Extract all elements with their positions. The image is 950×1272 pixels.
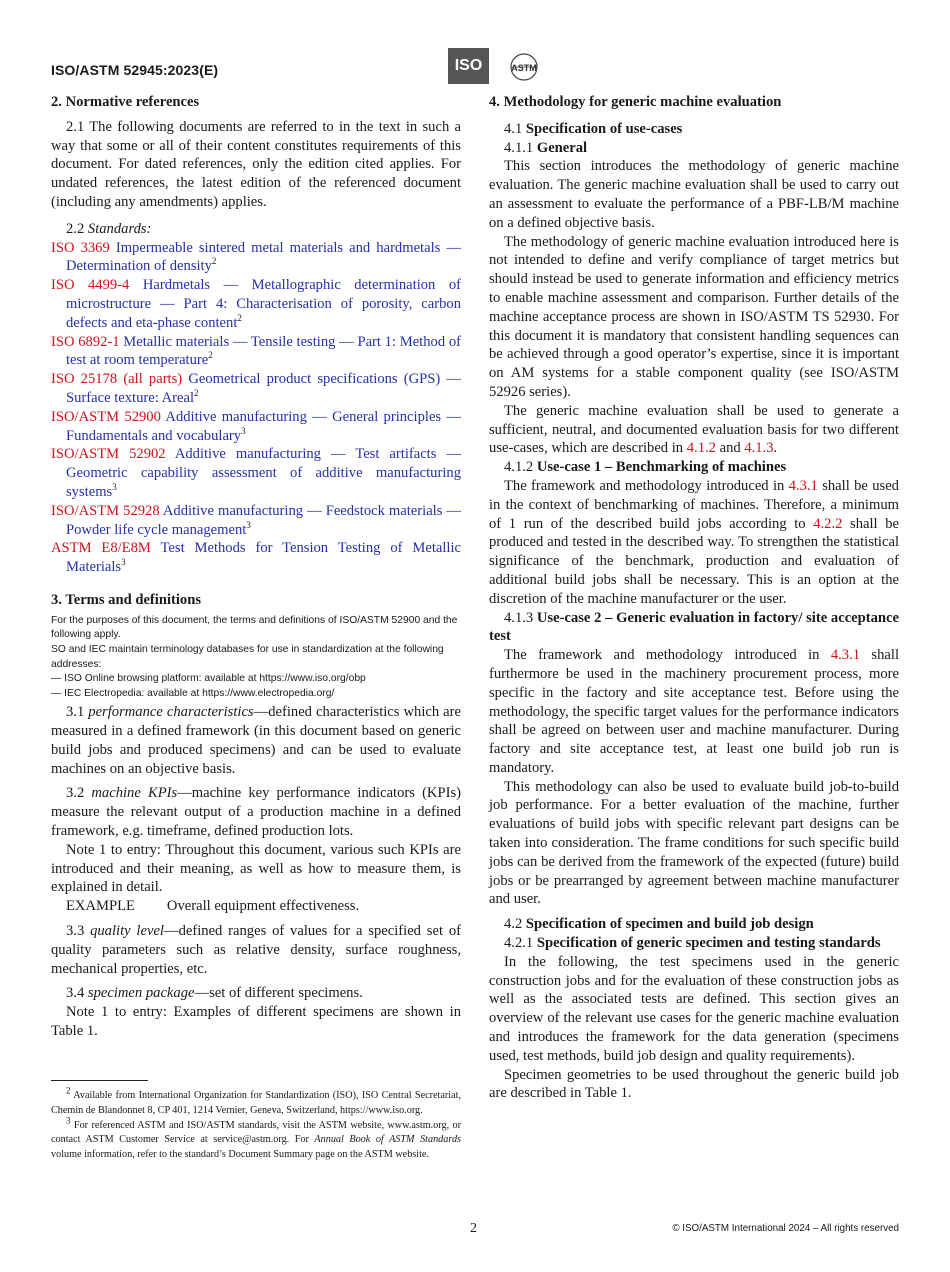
term-definition: —set of different specimens. <box>194 985 363 1002</box>
term-name: performance characteristics <box>88 704 254 721</box>
clause-link-4-2-2[interactable]: 4.2.2 <box>813 515 843 532</box>
term-3-4-note: Note 1 to entry: Examples of different specimens are shown in Table 1. <box>51 1004 461 1040</box>
astm-logo-text: ASTM <box>511 63 537 73</box>
reference-item <box>51 408 461 446</box>
astm-logo <box>505 50 543 84</box>
paragraph-text: shall be produced and tested in the described way. To strengthen the statistical significance of the benchmark, production and evaluation of additional build jobs shall be necessary. This is an option at the discretion of the machine manufacturer or the user. <box>489 515 899 607</box>
terms-intro-iso-obp: — ISO Online browsing platform: available at https://www.iso.org/obp <box>51 673 366 685</box>
paragraph-text: The framework and methodology introduced in <box>504 647 831 664</box>
section-3-title: 3. Terms and definitions <box>51 591 202 608</box>
paragraph-4-2-1-a: In the following, the test specimens used in the generic construction jobs and for the evaluation of these construction jobs as well as the associated tests are defined. This section gives an overview of the relevant use cases for the generic machine evaluation and introduces the framework for the data generation (specimens used, test methods, build job design and quality requirements). <box>489 953 899 1064</box>
clause-4-2-1-heading <box>489 934 899 953</box>
left-column <box>51 93 461 1041</box>
term-3-2 <box>51 784 461 840</box>
section-2-title: 2. Normative references <box>51 94 200 110</box>
reference-title-link[interactable]: Additive manufacturing — General principles — Fundamentals and vocabulary <box>66 408 461 444</box>
footnote-mark: 2 <box>211 256 217 267</box>
term-3-4 <box>51 984 461 1003</box>
reference-item <box>51 539 461 577</box>
clause-title: Use-case 1 – Benchmarking of machines <box>536 459 787 476</box>
clause-link-4-1-3[interactable]: 4.1.3 <box>744 440 774 457</box>
reference-item <box>51 502 461 540</box>
paragraph-4-1-3-a <box>489 646 899 778</box>
clause-4-1-3-heading <box>489 609 899 647</box>
reference-code-link[interactable]: ISO 6892-1 <box>51 333 120 350</box>
clause-number: 4.1.2 <box>504 459 534 476</box>
term-number: 3.1 <box>66 704 85 721</box>
clause-2-2-label: Standards: <box>87 220 152 237</box>
clause-number: 4.2.1 <box>504 935 534 952</box>
reference-item <box>51 333 461 371</box>
paragraph-4-2-1-b: Specimen geometries to be used throughout the generic build job are described in Table 1. <box>489 1066 899 1102</box>
paragraph-text: shall furthermore be used in the machinery procurement process, more specific in the factory and site acceptance test. Before using the methodology, the specific target values for the performance indicators shall be agreed on between user and machine manufacturer. During factory and site acceptance test, at least one build job run is mandatory. <box>489 647 899 776</box>
section-4-title: 4. Methodology for generic machine evaluation <box>489 94 782 110</box>
reference-code-link[interactable]: ISO 25178 (all parts) <box>51 371 183 388</box>
clause-title: Specification of generic specimen and testing standards <box>536 935 881 952</box>
footnotes <box>51 1080 461 1163</box>
reference-title-link[interactable]: Metallic materials — Tensile testing — Part 1: Method of test at room temperature <box>66 333 461 369</box>
paragraph-text: and <box>715 440 745 457</box>
standards-list <box>51 239 461 577</box>
clause-link-4-3-1[interactable]: 4.3.1 <box>788 477 818 494</box>
term-3-2-example <box>51 897 461 916</box>
term-definition: —defined characteristics which are measured in a defined framework (in this document based on generic build jobs and produced specimens) and can be used to evaluate machines on an objective basis. <box>51 704 461 777</box>
reference-title-link[interactable]: Impermeable sintered metal materials and hardmetals — Determination of density <box>66 239 461 275</box>
reference-item <box>51 276 461 332</box>
terms-intro-iec: — IEC Electropedia: available at https://www.electropedia.org/ <box>51 687 335 699</box>
clause-title: Specification of specimen and build job design <box>525 916 814 933</box>
footnote-mark: 2 <box>237 312 242 323</box>
reference-title-link[interactable]: Geometrical product specifications (GPS) — Surface texture: Areal <box>66 371 461 406</box>
reference-code-link[interactable]: ISO/ASTM 52900 <box>51 408 161 425</box>
footnote-2-mark: 2 <box>66 1085 71 1096</box>
reference-code-link[interactable]: ISO/ASTM 52902 <box>51 446 166 463</box>
copyright-notice: © ISO/ASTM International 2024 – All rights reserved <box>672 1223 899 1234</box>
reference-title-link[interactable]: Test Methods for Tension Testing of Metallic Materials <box>66 540 461 576</box>
footnote-divider <box>51 1080 148 1081</box>
right-column <box>489 93 899 1103</box>
footnote-3-text-end: volume information, refer to the standard’s Document Summary page on the ASTM website. <box>51 1149 429 1161</box>
document-identifier: ISO/ASTM 52945:2023(E) <box>51 62 219 78</box>
page-number: 2 <box>470 1221 477 1236</box>
paragraph-4-1-1-b: The methodology of generic machine evaluation introduced here is not intended to define and verify compliance of target metrics but should instead be used to generate information and efficiency metrics to enable machine assessment and comparison. Further details of the machine acceptance process are shown in ISO/ASTM TS 52930. For this document it is mandatory that consistent handling sequences can be achieved through a good operator’s expertise, since it is important on AM systems for a stable component quality (see ISO/ASTM 52926 series). <box>489 233 899 400</box>
clause-2-2 <box>51 220 461 239</box>
paragraph-text: The framework and methodology introduced in <box>504 477 789 494</box>
footnote-mark: 3 <box>112 482 117 493</box>
paragraph-text: shall be used in the context of benchmarking of machines. Therefore, a minimum of 1 run of the described build jobs according to <box>489 477 899 532</box>
footnote-mark: 3 <box>241 425 246 436</box>
paragraph-4-1-2 <box>489 477 899 609</box>
clause-title: Specification of use-cases <box>525 120 683 137</box>
clause-title: General <box>536 139 588 156</box>
reference-title-link[interactable]: Hardmetals — Metallographic determination of microstructure — Part 4: Characterisation of porosity, carbon defects and eta-phase content <box>66 277 461 331</box>
example-text: Overall equipment effectiveness. <box>166 898 360 915</box>
clause-4-1-heading <box>489 120 899 139</box>
clause-link-4-1-2[interactable]: 4.1.2 <box>686 440 716 457</box>
term-name: specimen package <box>87 985 195 1002</box>
paragraph-text: The generic machine evaluation shall be used to generate a sufficient, neutral, and documented evaluation basis for two different use-cases, which are described in <box>489 402 899 457</box>
footnote-2-text: Available from International Organization for Standardization (ISO), ISO Central Secretariat, Chemin de Blandonnet 8, CP 401, 1214 Vernier, Geneva, Switzerland, https://www.iso.org. <box>51 1090 461 1116</box>
footnote-mark: 3 <box>121 557 126 568</box>
paragraph-4-1-1-a: This section introduces the methodology of generic machine evaluation. The generic machine evaluation shall be used to carry out an assessment to evaluate the performance of a PBF-LB/M machine on a defined objective basis. <box>489 158 899 231</box>
reference-code-link[interactable]: ISO 3369 <box>51 239 110 256</box>
reference-item <box>51 370 461 408</box>
term-number: 3.3 <box>66 923 85 940</box>
iso-logo: ISO <box>448 48 489 84</box>
paragraph-4-1-1-c <box>489 402 899 458</box>
reference-code-link[interactable]: ASTM E8/E8M <box>51 540 151 557</box>
footnote-3 <box>51 1115 462 1163</box>
clause-number: 4.2 <box>504 916 523 933</box>
paragraph-4-1-3-b: This methodology can also be used to evaluate build job-to-build job performance. For a better evaluation of the machine, further evaluations of build jobs with specific relevant part designs can be taken into consideration. The frame conditions for such specific build jobs can be derived from the framework of the expected (future) build jobs or be prearranged by agreement between machine manufacturer and user. <box>489 778 899 908</box>
clause-4-1-2-heading <box>489 458 899 477</box>
clause-link-4-3-1[interactable]: 4.3.1 <box>830 647 861 664</box>
term-name: machine KPIs <box>91 785 178 802</box>
footnote-3-mark: 3 <box>66 1115 71 1126</box>
clause-4-1-1-heading <box>489 139 899 158</box>
paragraph-text: . <box>773 440 778 457</box>
reference-item <box>51 239 461 277</box>
term-number: 3.2 <box>66 785 85 802</box>
clause-2-1: 2.1 The following documents are referred to in the text in such a way that some or all of their content constitutes requirements of this document. For dated references, only the edition cited applies. For undated references, the latest edition of the referenced document (including any amendments) applies. <box>51 118 461 210</box>
reference-title-link[interactable]: Additive manufacturing — Test artifacts — Geometric capability assessment of additive manufacturing systems <box>66 446 462 500</box>
term-3-2-note: Note 1 to entry: Throughout this document, various such KPIs are introduced and their meaning, as well as how to measure them, is explained in detail. <box>51 841 461 896</box>
term-definition: —machine key performance indicators (KPIs) measure the relevant output of a production machine in a defined framework, e.g. timeframe, defined production lots. <box>51 785 461 840</box>
terms-intro-1: For the purposes of this document, the terms and definitions of ISO/ASTM 52900 and the following apply. <box>51 614 458 641</box>
clause-2-2-number: 2.2 <box>66 220 85 237</box>
footnote-mark: 2 <box>208 350 213 361</box>
clause-number: 4.1.3 <box>504 609 534 626</box>
clause-number: 4.1 <box>504 120 523 137</box>
term-number: 3.4 <box>66 985 85 1002</box>
footnote-mark: 3 <box>246 519 251 530</box>
footnote-mark: 2 <box>194 388 199 399</box>
clause-number: 4.1.1 <box>504 139 534 156</box>
footnote-3-text: For referenced ASTM and ISO/ASTM standards, visit the ASTM website, www.astm.org, or contact ASTM Customer Service at service@astm.org. For <box>51 1119 462 1146</box>
term-name: quality level <box>90 923 164 940</box>
example-label: EXAMPLE <box>66 898 135 915</box>
reference-title-link[interactable]: Additive manufacturing — Feedstock materials — Powder life cycle management <box>66 502 462 538</box>
footnote-2 <box>51 1085 461 1119</box>
clause-4-2-heading <box>489 915 899 934</box>
term-3-1 <box>51 703 461 778</box>
term-definition: —defined ranges of values for a specified set of quality parameters such as relative density, surface roughness, mechanical properties, etc. <box>51 923 461 977</box>
reference-code-link[interactable]: ISO 4499-4 <box>51 277 130 294</box>
reference-item <box>51 445 461 501</box>
clause-title: Use-case 2 – Generic evaluation in factory/ site acceptance test <box>489 609 899 645</box>
term-3-3 <box>51 922 461 978</box>
terms-intro-2: SO and IEC maintain terminology databases for use in standardization at the following addresses: <box>51 643 444 670</box>
reference-code-link[interactable]: ISO/ASTM 52928 <box>51 502 160 519</box>
footnote-3-italic: Annual Book of ASTM Standards <box>314 1134 462 1146</box>
